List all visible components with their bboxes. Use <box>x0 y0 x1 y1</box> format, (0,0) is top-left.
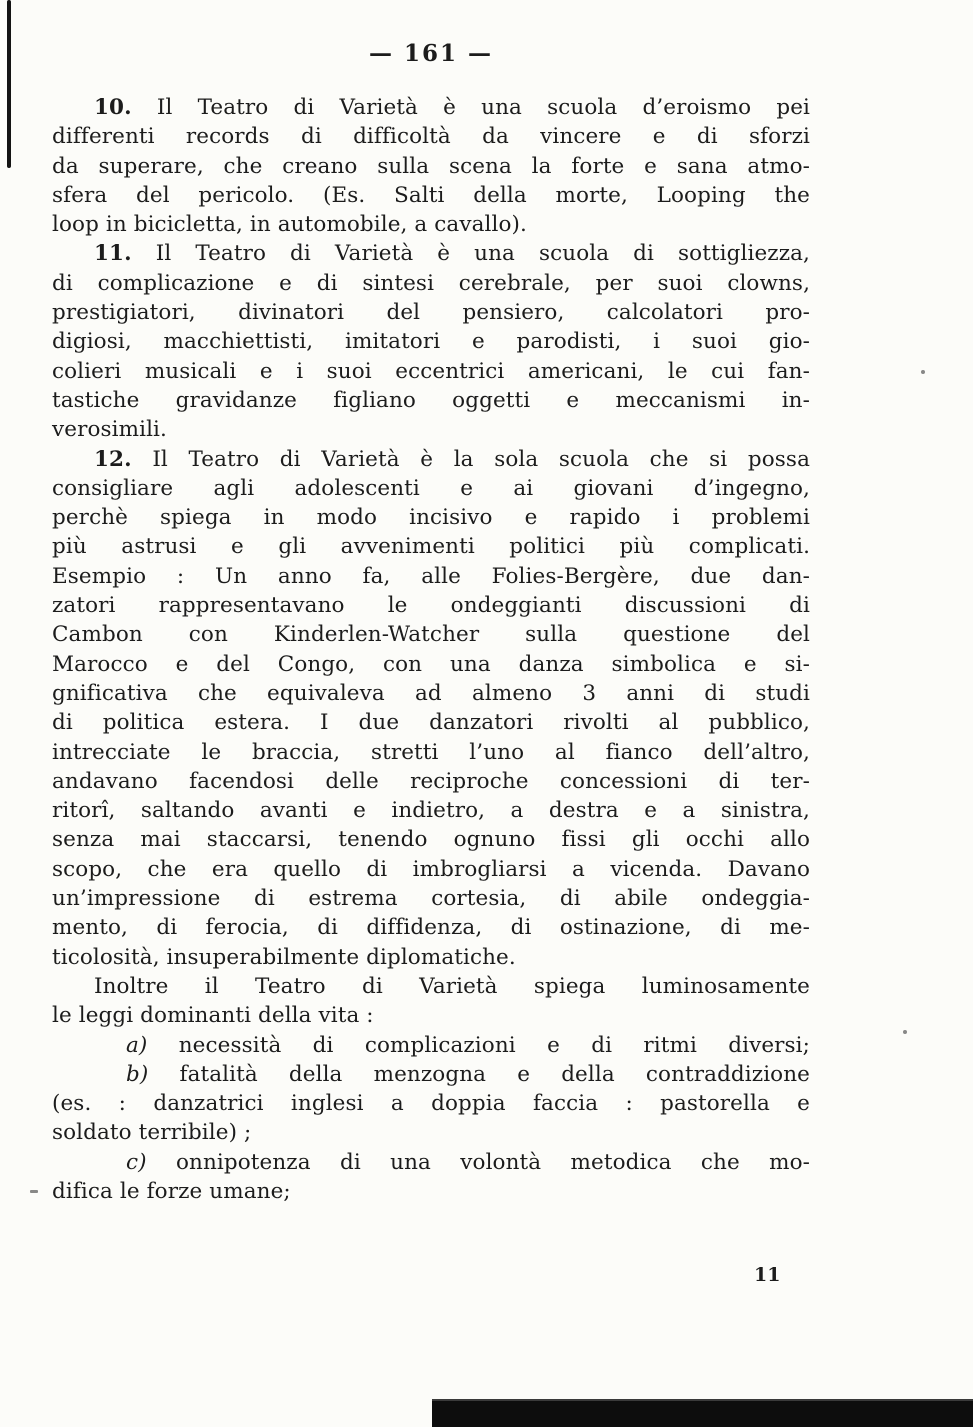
text-line: difica le forze umane; <box>52 1178 291 1204</box>
text-line: c) onnipotenza di una volontà metodica che mo- <box>126 1149 810 1175</box>
text-line: sfera del pericolo. (Es. Salti della morte, Looping the <box>52 182 810 208</box>
paragraph-marker: 10. <box>94 95 132 120</box>
text-line: ticolosità, insuperabilmente diplomatiche. <box>52 944 516 970</box>
text-line: un’impressione di estrema cortesia, di abile ondeggia- <box>52 886 810 912</box>
text-line: ritorî, saltando avanti e indietro, a destra e a sinistra, <box>52 798 810 824</box>
text-line: consigliare agli adolescenti e ai giovani d’ingegno, <box>52 475 810 501</box>
folio-number: 11 <box>754 1264 781 1286</box>
text-line: di complicazione e di sintesi cerebrale, per suoi clowns, <box>52 270 810 296</box>
text-line: scopo, che era quello di imbrogliarsi a vicenda. Davano <box>52 856 810 882</box>
text-line: Esempio : Un anno fa, alle Folies-Bergère, due dan- <box>52 563 810 589</box>
scan-speck <box>921 370 925 374</box>
text-line: colieri musicali e i suoi eccentrici americani, le cui fan- <box>52 358 810 384</box>
text-line: tastiche gravidanze figliano oggetti e meccanismi in- <box>52 387 810 413</box>
text-line: b) fatalità della menzogna e della contraddizione <box>126 1061 810 1087</box>
text-line: Cambon con Kinderlen-Watcher sulla questione del <box>52 622 810 648</box>
text-line: zatori rappresentavano le ondeggianti discussioni di <box>52 593 810 619</box>
text-line: 12. Il Teatro di Varietà è la sola scuola che si possa <box>94 446 810 472</box>
text-line: differenti records di difficoltà da vincere e di sforzi <box>52 124 810 150</box>
paragraph-marker: b) <box>126 1061 149 1087</box>
text-line: le leggi dominanti della vita : <box>52 1003 374 1029</box>
paragraph <box>52 1148 810 1207</box>
text-line: soldato terribile) ; <box>52 1120 252 1146</box>
text-line: (es. : danzatrici inglesi a doppia faccia : pastorella e <box>52 1091 810 1117</box>
text-line: più astrusi e gli avvenimenti politici più complicati. <box>52 534 810 560</box>
text-line: intrecciate le braccia, stretti l’uno al fianco dell’altro, <box>52 739 810 765</box>
text-line: mento, di ferocia, di diffidenza, di ostinazione, di me- <box>52 915 810 941</box>
text-line: perchè spiega in modo incisivo e rapido i problemi <box>52 505 810 531</box>
text-line: 11. Il Teatro di Varietà è una scuola di sottigliezza, <box>94 241 810 267</box>
paragraph-marker: 12. <box>94 446 132 472</box>
text-line: gnificativa che equivaleva ad almeno 3 anni di studi <box>52 680 810 706</box>
text-line: verosimili. <box>52 417 167 443</box>
paragraph <box>52 445 810 972</box>
text-line: di politica estera. I due danzatori rivolti al pubblico, <box>52 710 810 736</box>
text-line: prestigiatori, divinatori del pensiero, calcolatori pro- <box>52 300 810 326</box>
text-block <box>52 93 810 1206</box>
text-line: andavano facendosi delle reciproche concessioni di ter- <box>52 768 810 794</box>
text-line: loop in bicicletta, in automobile, a cavallo). <box>52 212 527 238</box>
page-header-number: — 161 — <box>368 40 494 67</box>
text-line: digiosi, macchiettisti, imitatori e parodisti, i suoi gio- <box>52 329 810 355</box>
paragraph-marker: 11. <box>94 241 132 267</box>
scan-artifact-left-edge <box>7 0 11 168</box>
scan-speck <box>903 1030 907 1034</box>
text-line: Inoltre il Teatro di Varietà spiega luminosamente <box>94 973 810 999</box>
paragraph <box>52 1060 810 1148</box>
paragraph <box>52 1031 810 1060</box>
paragraph-marker: c) <box>126 1149 147 1175</box>
paragraph <box>52 972 810 1031</box>
text-line: 10. Il Teatro di Varietà è una scuola d’eroismo pei <box>94 95 810 120</box>
text-line: da superare, che creano sulla scena la forte e sana atmo- <box>52 153 810 179</box>
paragraph <box>52 239 810 444</box>
text-line: senza mai staccarsi, tenendo ognuno fissi gli occhi allo <box>52 827 810 853</box>
scan-speck <box>30 1190 38 1193</box>
text-line: Marocco e del Congo, con una danza simbolica e si- <box>52 651 810 677</box>
paragraph <box>52 93 810 239</box>
text-line: a) necessità di complicazioni e di ritmi diversi; <box>126 1032 810 1058</box>
scan-artifact-bottom-edge <box>432 1399 973 1427</box>
paragraph-marker: a) <box>126 1032 148 1058</box>
